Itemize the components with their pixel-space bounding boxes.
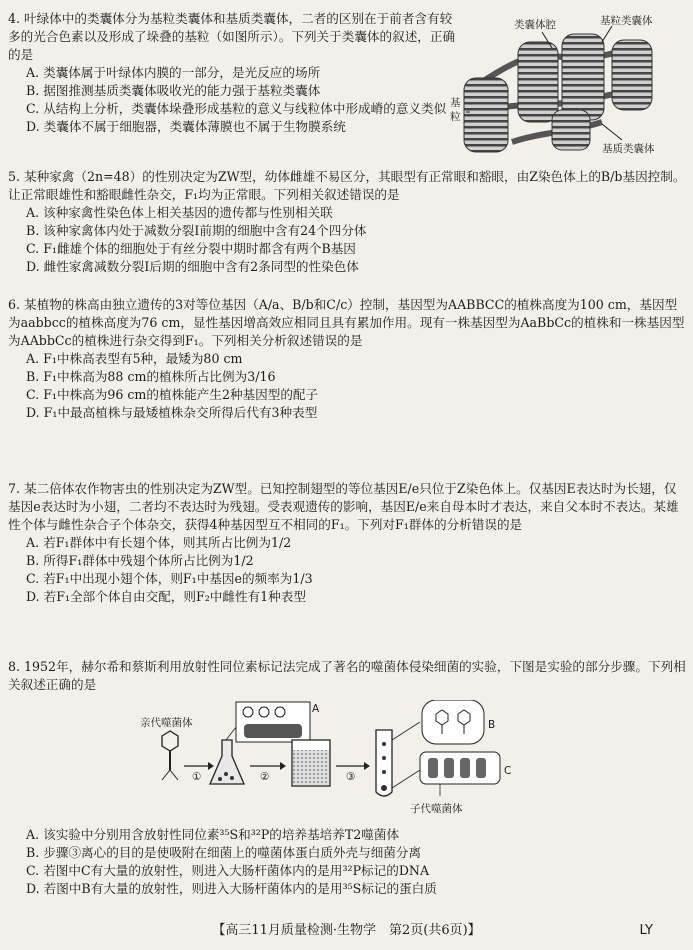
footer-text: 【高三11月质量检测·生物学 第2页(共6页)】 bbox=[212, 923, 481, 938]
question-5-option-a: A. 该种家禽性染色体上相关基因的遗传都与性别相关联 bbox=[26, 205, 333, 220]
question-7-option-b: B. 所得F₁群体中残翅个体所占比例为1/2 bbox=[26, 553, 254, 568]
page-footer bbox=[0, 922, 693, 940]
inset-b bbox=[422, 700, 484, 744]
label-inset-b: B bbox=[488, 719, 496, 731]
question-7-option-c: C. 若F₁中出现小翅个体，则F₁中基因e的频率为1/3 bbox=[26, 571, 313, 586]
granum-stack-2 bbox=[518, 42, 558, 122]
flask-icon bbox=[210, 740, 244, 784]
label-step-3: ③ bbox=[346, 771, 356, 783]
question-7-option-a: A. 若F₁群体中有长翅个体，则其所占比例为1/2 bbox=[26, 535, 292, 550]
question-4-option-b: B. 据图推测基质类囊体吸收光的能力强于基粒类囊体 bbox=[26, 83, 321, 98]
question-7-stem: 7. 某二倍体农作物害虫的性别决定为ZW型。已知控制翅型的等位基因E/e只位于Z染色体上。仅基因E表达时为长翅，仅基因e表达时为小翅，二者均不表达时为残翅。受表观遗传的影响，基因E/e来自母本时才表达，来自父本时不表达。某雄性个体与雌性杂合子个体杂交，获得4种基因型互不相同的F₁。下列对F₁群体的分析错误的是 bbox=[8, 481, 679, 532]
label-parent-phage: 亲代噬菌体 bbox=[140, 717, 193, 729]
question-5-option-d: D. 雌性家禽减数分裂Ⅰ后期的细胞中含有2条同型的性染色体 bbox=[26, 259, 359, 274]
question-5-option-c: C. F₁雌雄个体的细胞处于有丝分裂中期时都含有两个B基因 bbox=[26, 241, 356, 256]
label-offspring-phage: 子代噬菌体 bbox=[410, 803, 463, 815]
question-6-stem: 6. 某植物的株高由独立遗传的3对等位基因（A/a、B/b和C/c）控制，基因型为AABBCC的植株高度为100 cm，基因型为aabbcc的植株高度为76 cm，显性基因增高效应相同且具有累加作用。现有一株基因型为AaBbCc的植株和一株基因型为AAbbCc的植株进行杂交得到F₁。下列相关分析叙述错误的是 bbox=[8, 297, 685, 348]
granum-figure bbox=[452, 12, 682, 168]
inset-c bbox=[420, 752, 500, 784]
footer-code: LY bbox=[639, 923, 653, 938]
question-8-option-a: A. 该实验中分别用含放射性同位素³⁵S和³²P的培养基培养T2噬菌体 bbox=[26, 827, 400, 842]
granum-stack-4 bbox=[612, 40, 652, 110]
question-4-stem: 4. 叶绿体中的类囊体分为基粒类囊体和基质类囊体，二者的区别在于前者含有较多的光合色素以及形成了垛叠的基粒（如图所示）。下列关于类囊体的叙述，正确的是 bbox=[8, 11, 456, 62]
question-8-options bbox=[8, 826, 686, 898]
label-inset-c: C bbox=[504, 765, 512, 777]
phage-experiment-figure bbox=[140, 700, 540, 818]
phage-experiment-diagram bbox=[140, 700, 540, 818]
question-6-option-d: D. F₁中最高植株与最矮植株杂交所得后代有3种表型 bbox=[26, 405, 318, 420]
question-7-option-d: D. 若F₁全部个体自由交配，则F₂中雌性有1种表型 bbox=[26, 589, 306, 604]
question-6-option-c: C. F₁中株高为96 cm的植株能产生2种基因型的配子 bbox=[26, 387, 319, 402]
granum-stack-1 bbox=[464, 78, 508, 152]
centrifuge-tube-icon bbox=[376, 730, 392, 796]
label-thylakoid-lumen: 类囊体腔 bbox=[514, 19, 556, 31]
question-4-option-c: C. 从结构上分析，类囊体垛叠形成基粒的意义与线粒体中形成嵴的意义类似 bbox=[26, 101, 447, 116]
question-6-option-a: A. F₁中株高表型有5种，最矮为80 cm bbox=[26, 351, 243, 366]
question-5 bbox=[8, 168, 686, 276]
granum-stack-5 bbox=[552, 110, 590, 150]
label-inset-a: A bbox=[312, 703, 320, 715]
question-6 bbox=[8, 296, 686, 422]
inset-a bbox=[226, 702, 310, 742]
question-8-option-d: D. 若图中B有大量的放射性，则进入大肠杆菌体内的是用³⁵S标记的蛋白质 bbox=[26, 881, 437, 896]
question-7 bbox=[8, 480, 686, 606]
question-4-option-a: A. 类囊体属于叶绿体内膜的一部分，是光反应的场所 bbox=[26, 65, 321, 80]
label-step-1: ① bbox=[192, 771, 202, 783]
question-5-option-b: B. 该种家禽体内处于减数分裂Ⅰ前期的细胞中含有24个四分体 bbox=[26, 223, 367, 238]
label-grana-thylakoid: 基粒类囊体 bbox=[600, 15, 653, 27]
question-8-option-b: B. 步骤③离心的目的是使吸附在细菌上的噬菌体蛋白质外壳与细菌分离 bbox=[26, 845, 422, 860]
label-granum: 基粒 bbox=[450, 97, 461, 123]
beaker-icon bbox=[292, 740, 330, 786]
question-6-option-b: B. F₁中株高为88 cm的植株所占比例为3/16 bbox=[26, 369, 276, 384]
parent-phage-icon bbox=[162, 731, 178, 780]
question-5-stem: 5. 某种家禽（2n=48）的性别决定为ZW型，幼体雌雄不易区分，其眼型有正常眼和豁眼，由Z染色体上的B/b基因控制。让正常眼雄性和豁眼雌性杂交，F₁均为正常眼。下列相关叙述错误的是 bbox=[8, 169, 686, 202]
granum-stack-3 bbox=[562, 34, 604, 120]
label-step-2: ② bbox=[260, 771, 270, 783]
question-8-option-c: C. 若图中C有大量的放射性，则进入大肠杆菌体内的是用³²P标记的DNA bbox=[26, 863, 430, 878]
question-8 bbox=[8, 658, 686, 694]
question-8-stem: 8. 1952年，赫尔希和蔡斯利用放射性同位素标记法完成了著名的噬菌体侵染细菌的实验，下图是实验的部分步骤。下列相关叙述正确的是 bbox=[8, 659, 686, 692]
question-4-option-d: D. 类囊体不属于细胞器，类囊体薄膜也不属于生物膜系统 bbox=[26, 119, 346, 134]
label-stroma-thylakoid: 基质类囊体 bbox=[602, 143, 655, 155]
